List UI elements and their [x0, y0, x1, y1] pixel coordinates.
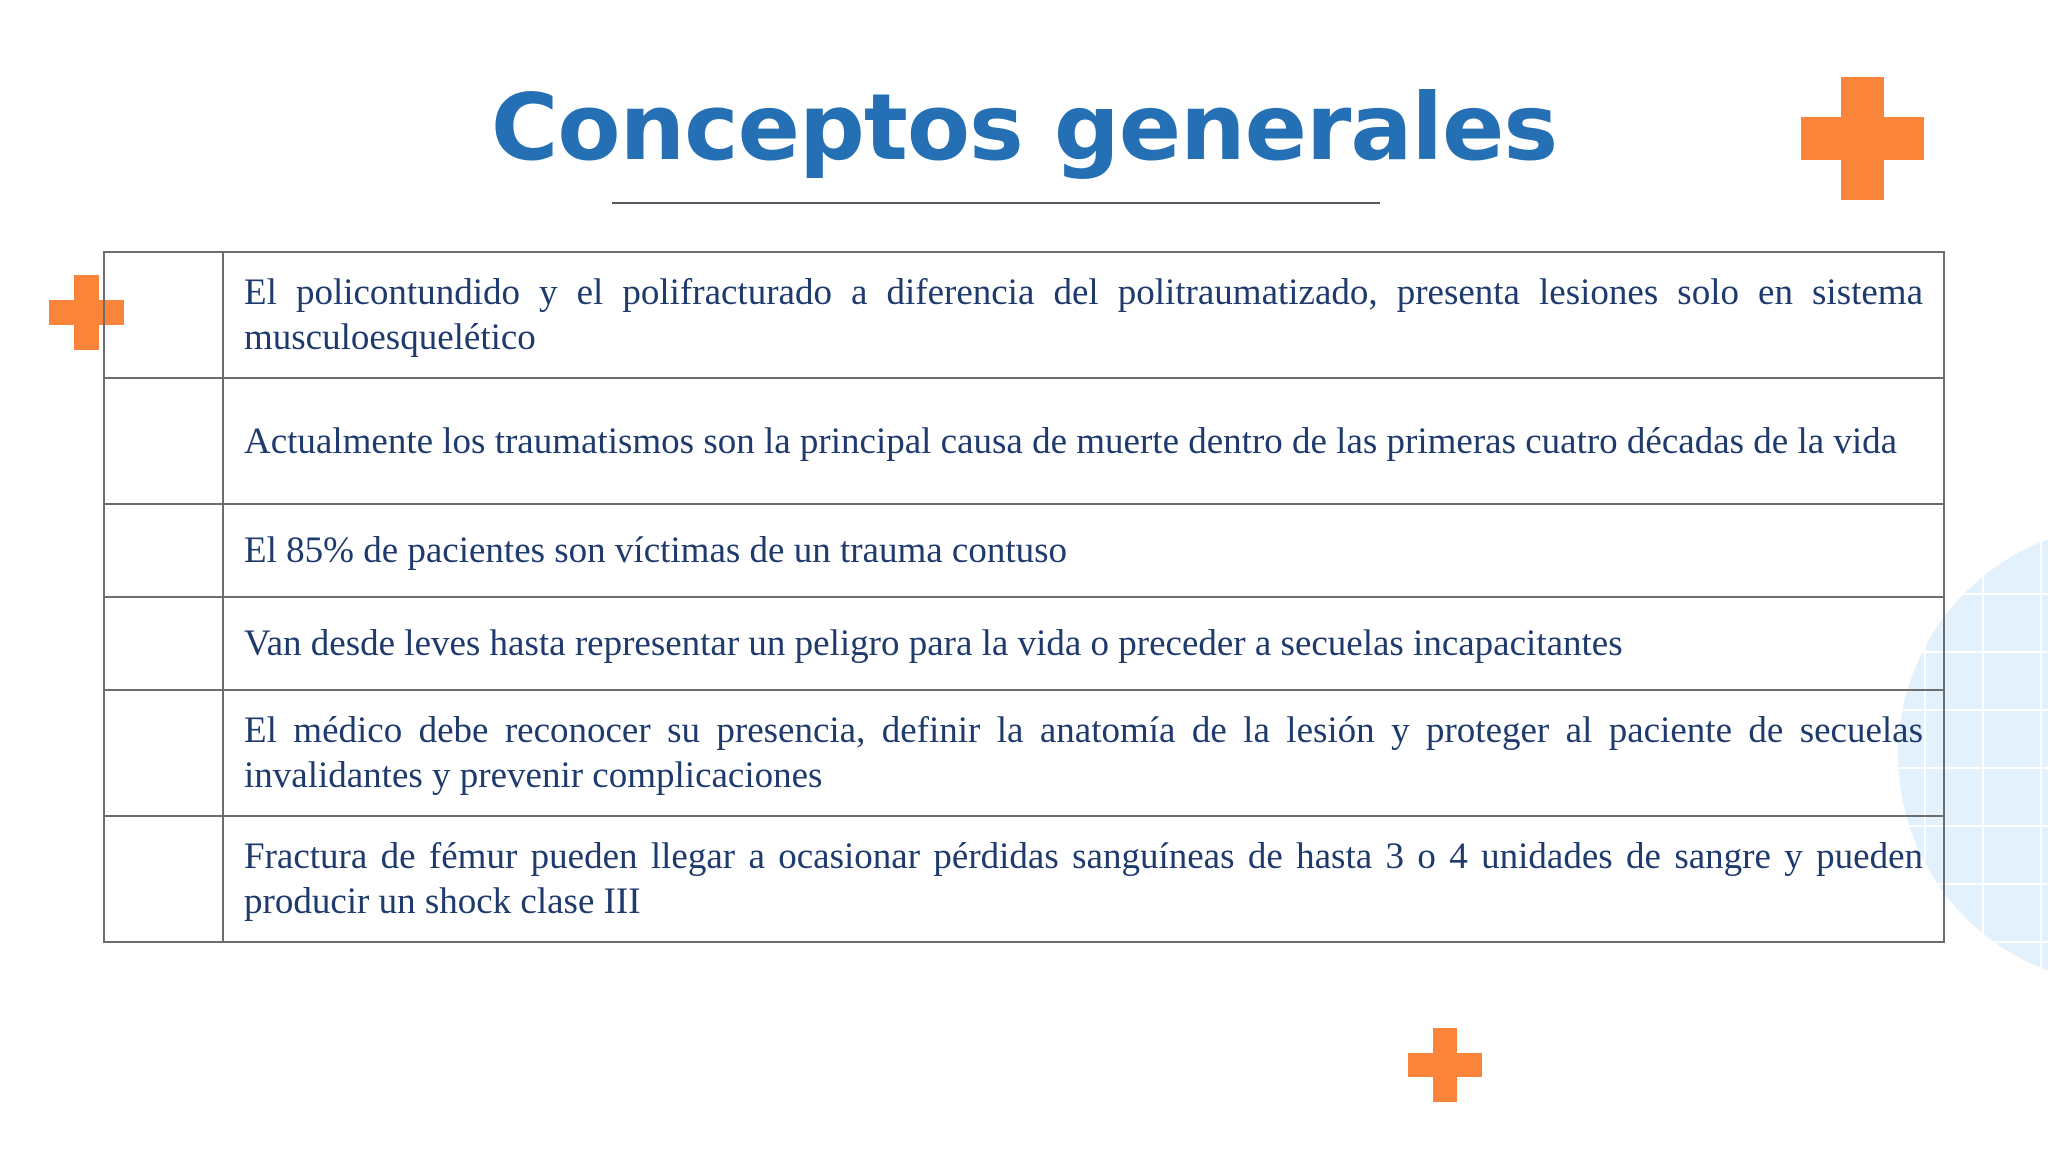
- row-text-cell: El policontundido y el polifracturado a diferencia del politraumatizado, presenta lesiones solo en sistema musculoesquelético: [223, 252, 1944, 378]
- row-marker-cell: [104, 378, 223, 504]
- row-marker-cell: [104, 504, 223, 597]
- slide-title: Conceptos generales: [490, 74, 1558, 181]
- title-underline: [612, 202, 1380, 204]
- row-marker-cell: [104, 252, 223, 378]
- row-text-cell: Van desde leves hasta representar un peligro para la vida o preceder a secuelas incapacitantes: [223, 597, 1944, 690]
- table-row: [104, 816, 1944, 942]
- row-marker-cell: [104, 816, 223, 942]
- row-text-cell: El 85% de pacientes son víctimas de un trauma contuso: [223, 504, 1944, 597]
- row-text-cell: Fractura de fémur pueden llegar a ocasionar pérdidas sanguíneas de hasta 3 o 4 unidades de sangre y pueden producir un shock clase III: [223, 816, 1944, 942]
- row-marker-cell: [104, 690, 223, 816]
- table-row: [104, 504, 1944, 597]
- plus-icon: [1801, 77, 1924, 200]
- plus-icon: [1408, 1028, 1482, 1102]
- concepts-table: [103, 251, 1945, 943]
- table-row: [104, 252, 1944, 378]
- row-text-cell: El médico debe reconocer su presencia, definir la anatomía de la lesión y proteger al paciente de secuelas invalidantes y prevenir complicaciones: [223, 690, 1944, 816]
- row-text-cell: Actualmente los traumatismos son la principal causa de muerte dentro de las primeras cuatro décadas de la vida: [223, 378, 1944, 504]
- table-row: [104, 597, 1944, 690]
- table-row: [104, 690, 1944, 816]
- row-marker-cell: [104, 597, 223, 690]
- table-row: [104, 378, 1944, 504]
